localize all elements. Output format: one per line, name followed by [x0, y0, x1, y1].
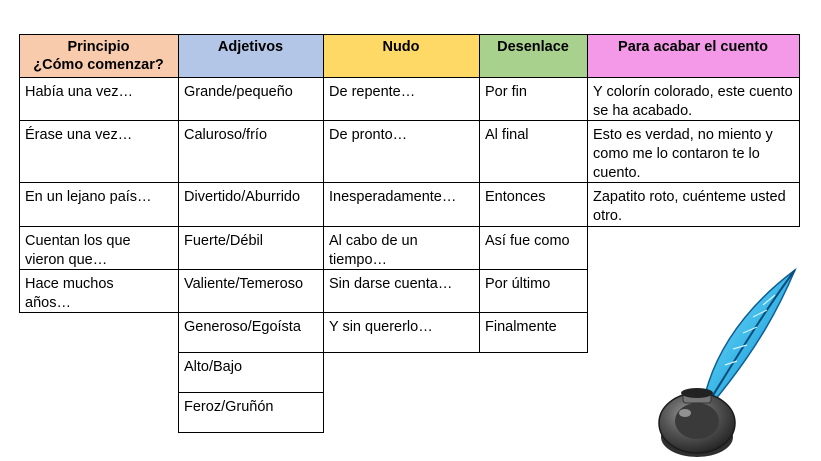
principio-cell: Érase una vez…: [25, 127, 133, 143]
principio-cell: En un lejano país…: [25, 189, 152, 205]
nudo-cell: Y sin quererlo…: [329, 319, 433, 335]
adjetivos-cell: Divertido/Aburrido: [184, 189, 301, 205]
adjetivos-cell: Fuerte/Débil: [184, 233, 263, 249]
nudo-cell: De repente…: [329, 84, 416, 100]
adjetivos-cell: Valiente/Temeroso: [184, 276, 304, 292]
final-cell: Y colorín colorado, este cuento se ha acabado.: [593, 84, 793, 119]
principio-cell: Había una vez…: [25, 84, 134, 100]
header-nudo: Nudo: [323, 35, 479, 77]
quill-inkwell-icon: [655, 265, 805, 460]
adjetivos-cell: Grande/pequeño: [184, 84, 293, 100]
header-desenlace: Desenlace: [479, 35, 587, 77]
header-principio-line1: Principio: [67, 39, 130, 55]
nudo-cell: Sin darse cuenta…: [329, 276, 453, 292]
desenlace-cell: Al final: [485, 127, 529, 143]
header-principio: [19, 35, 178, 77]
adjetivos-cell: Generoso/Egoísta: [184, 319, 301, 335]
final-cell: Esto es verdad, no miento y como me lo contaron te lo cuento.: [593, 127, 773, 181]
desenlace-cell: Finalmente: [485, 319, 557, 335]
nudo-cell: De pronto…: [329, 127, 408, 143]
desenlace-cell: Así fue como: [485, 233, 570, 249]
nudo-cell: Inesperadamente…: [329, 189, 457, 205]
desenlace-cell: Por fin: [485, 84, 527, 100]
adjetivos-cell: Feroz/Gruñón: [184, 399, 274, 415]
final-cell: Zapatito roto, cuénteme usted otro.: [593, 189, 786, 224]
adjetivos-cell: Alto/Bajo: [184, 359, 243, 375]
adjetivos-cell: Caluroso/frío: [184, 127, 268, 143]
header-principio-line2: ¿Cómo comenzar?: [33, 57, 164, 73]
principio-cell: Cuentan los que vieron que…: [25, 233, 131, 268]
desenlace-cell: Entonces: [485, 189, 546, 205]
header-adjetivos: Adjetivos: [178, 35, 323, 77]
nudo-cell: Al cabo de un tiempo…: [329, 233, 418, 268]
desenlace-cell: Por último: [485, 276, 551, 292]
principio-cell: Hace muchos años…: [25, 276, 114, 311]
header-final: Para acabar el cuento: [587, 35, 799, 77]
